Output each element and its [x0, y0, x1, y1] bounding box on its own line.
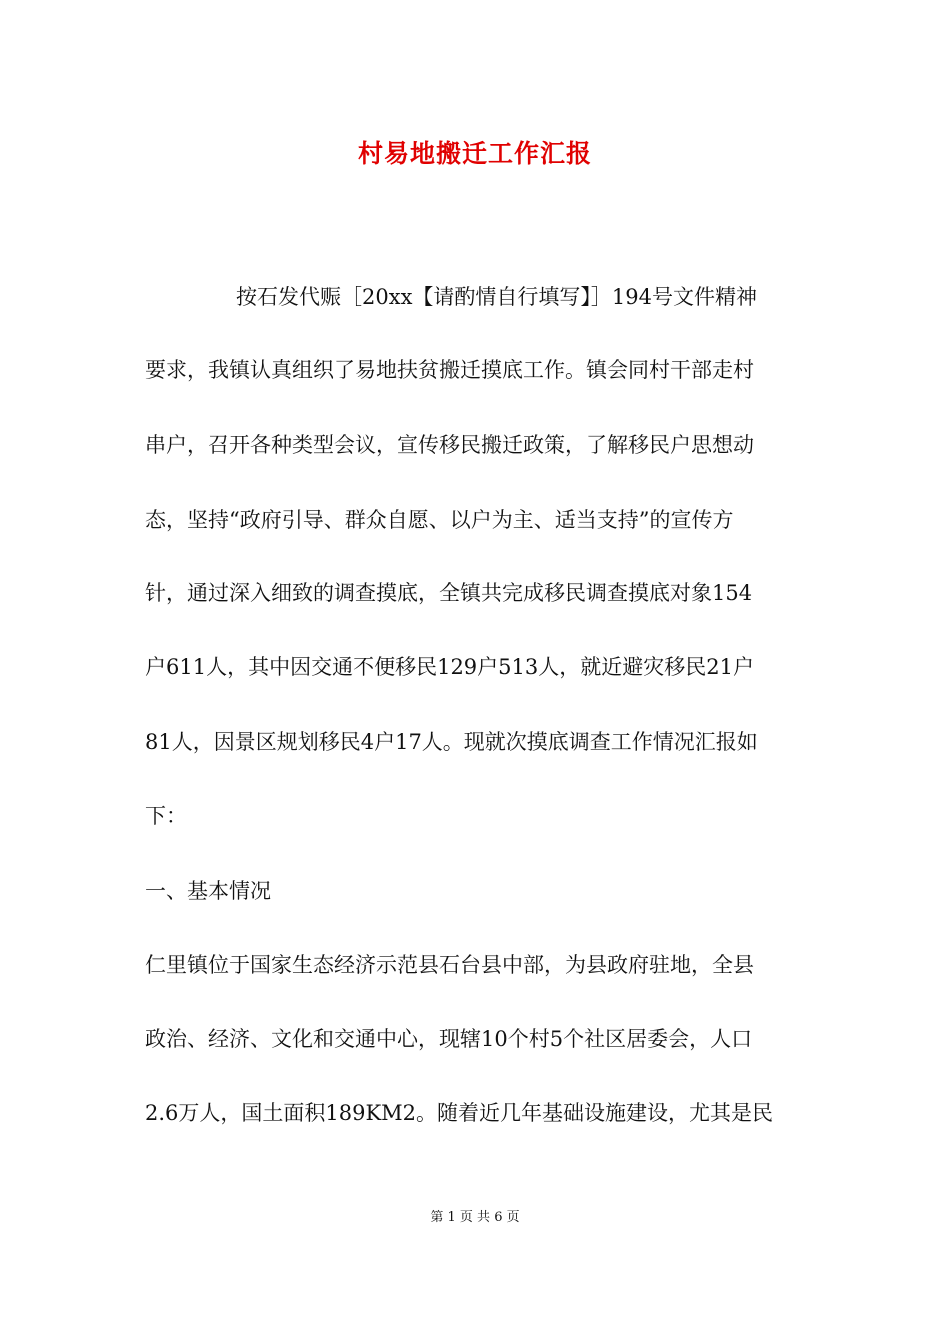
paragraph-line-5: 针，通过深入细致的调查摸底，全镇共完成移民调查摸底对象154 — [145, 581, 753, 605]
paragraph-line-10: 政治、经济、文化和交通中心，现辖10个村5个社区居委会，人口 — [145, 1027, 753, 1051]
paragraph-line-4: 态，坚持“政府引导、群众自愿、以户为主、适当支持”的宣传方 — [145, 508, 734, 532]
paragraph-line-3: 串户，召开各种类型会议，宣传移民搬迁政策，了解移民户思想动 — [145, 433, 754, 457]
paragraph-line-7: 81人，因景区规划移民4户17人。现就次摸底调查工作情况汇报如 — [145, 730, 758, 754]
paragraph-line-6: 户611人，其中因交通不便移民129户513人，就近避灾移民21户 — [145, 655, 754, 679]
paragraph-line-8: 下： — [145, 804, 187, 828]
paragraph-line-2: 要求，我镇认真组织了易地扶贫搬迁摸底工作。镇会同村干部走村 — [145, 358, 754, 382]
section-heading-basic-info: 一、基本情况 — [145, 879, 271, 903]
page-number-footer: 第 1 页 共 6 页 — [430, 1210, 520, 1225]
document-title: 村易地搬迁工作汇报 — [357, 139, 592, 168]
paragraph-line-11: 2.6万人，国土面积189KM2。随着近几年基础设施建设，尤其是民 — [145, 1101, 774, 1125]
paragraph-line-1: 按石发代赈［20xx【请酌情自行填写】］194号文件精神 — [236, 285, 757, 309]
paragraph-line-9: 仁里镇位于国家生态经济示范县石台县中部，为县政府驻地，全县 — [145, 953, 754, 977]
